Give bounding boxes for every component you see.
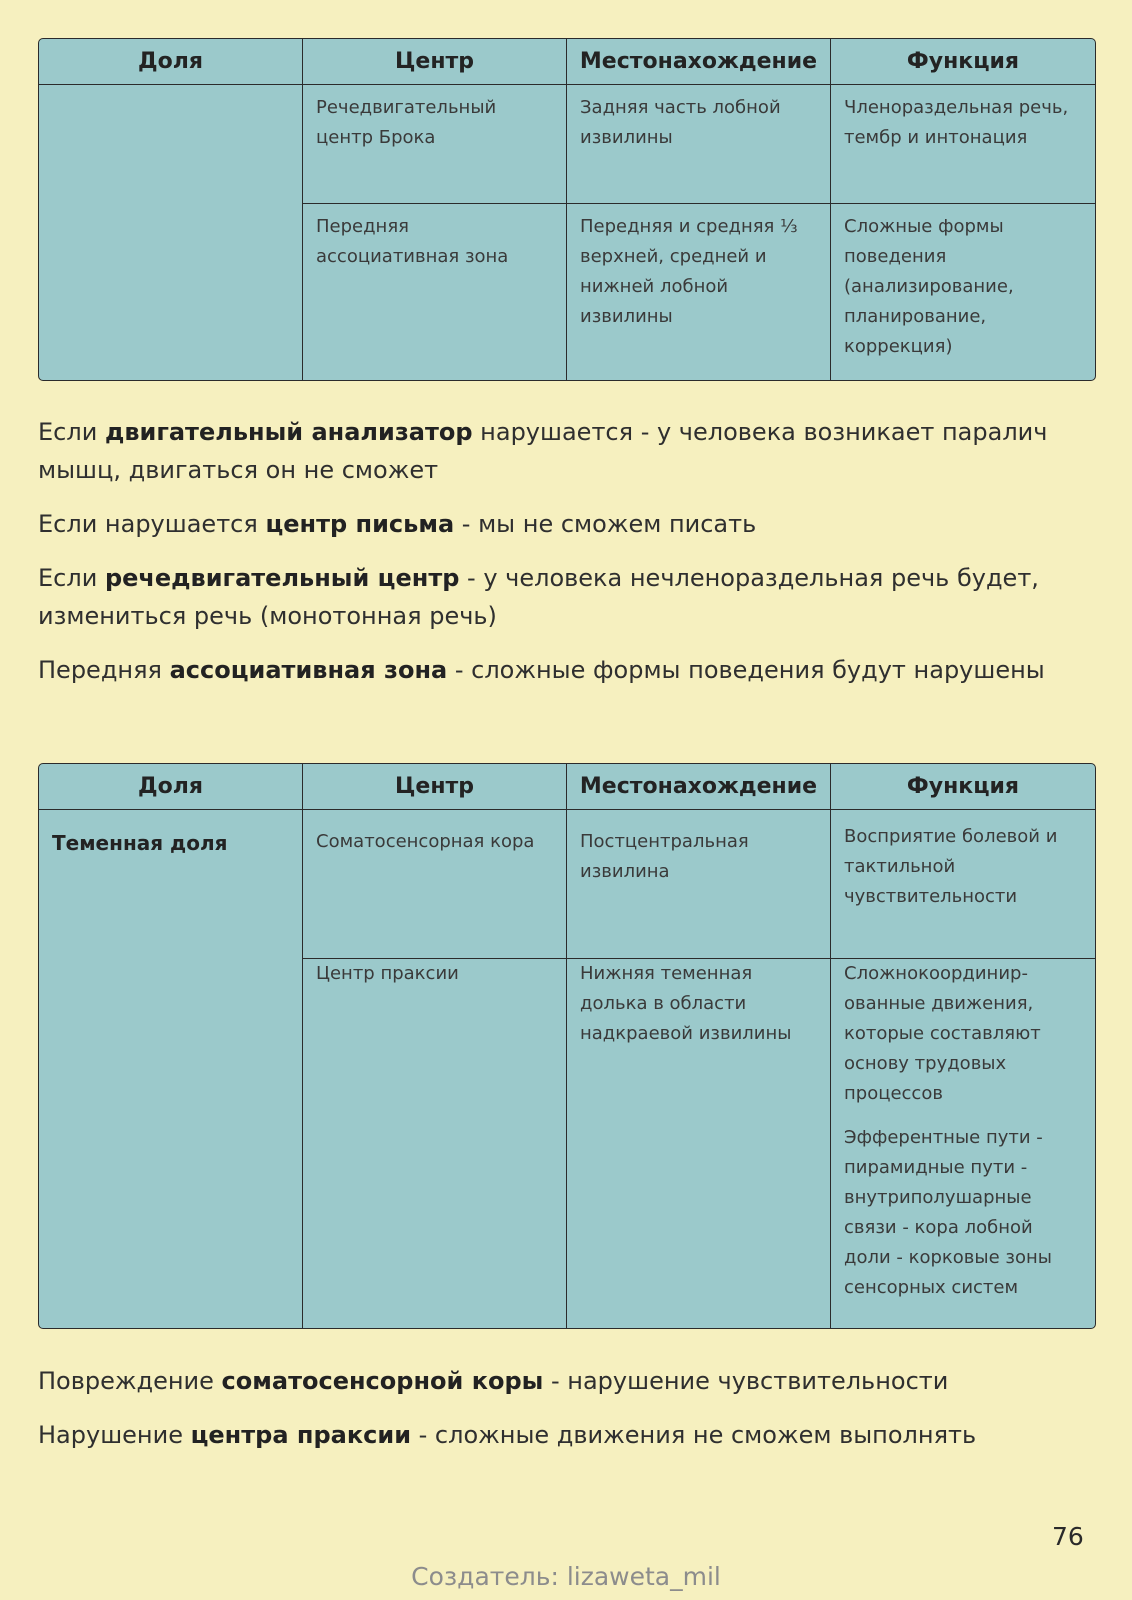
paragraph bbox=[38, 651, 1098, 689]
header-function: Функция bbox=[831, 39, 1095, 85]
text: - сложные формы поведения будут нарушены bbox=[447, 656, 1045, 684]
header-location: Местонахождение bbox=[567, 764, 831, 810]
text: Если bbox=[38, 418, 105, 446]
text: Нарушение bbox=[38, 1421, 191, 1449]
header-location: Местонахождение bbox=[567, 39, 831, 85]
center-text: Центр праксии bbox=[316, 963, 459, 984]
page-number: 76 bbox=[1052, 1522, 1084, 1551]
center-cell: Передняя ассоциативная зона bbox=[303, 203, 567, 380]
frontal-lobe-table bbox=[38, 38, 1096, 381]
bold-term: центра праксии bbox=[190, 1421, 412, 1449]
function-cell: Восприятие болевой и тактильной чувствительности bbox=[844, 826, 1058, 907]
lobe-cell bbox=[39, 85, 303, 380]
header-center: Центр bbox=[303, 764, 567, 810]
bold-term: центр письма bbox=[265, 510, 455, 538]
bold-term: ассоциативная зона bbox=[169, 656, 448, 684]
function-text-2: Эфферентные пути - пирамидные пути - внутриполушарные связи - кора лобной доли - корковые зоны сенсорных систем bbox=[844, 1127, 1052, 1298]
function-cell: Членораздельная речь, тембр и интонация bbox=[844, 97, 1069, 148]
location-cell: Передняя и средняя ⅓ верхней, средней и нижней лобной извилины bbox=[567, 203, 831, 380]
location-cell: Задняя часть лобной извилины bbox=[567, 85, 831, 203]
center-cell bbox=[303, 958, 567, 1328]
location-cell: Постцентральная извилина bbox=[567, 810, 831, 958]
creator-credit: Создатель: lizaweta_mil bbox=[411, 1562, 721, 1591]
text: - нарушение чувствительности bbox=[543, 1367, 949, 1395]
function-cell bbox=[831, 958, 1095, 1328]
table-header-row bbox=[39, 39, 1095, 85]
header-function: Функция bbox=[831, 764, 1095, 810]
center-cell: Речедвигательный центр Брока bbox=[303, 85, 567, 203]
paragraph bbox=[38, 413, 1098, 489]
text: - мы не сможем писать bbox=[454, 510, 757, 538]
bold-term: речедвигательный центр bbox=[104, 564, 460, 592]
center-cell: Соматосенсорная кора bbox=[303, 810, 567, 958]
function-text: Сложнокоординир-ованные движения, которые составляют основу трудовых процессов bbox=[844, 963, 1041, 1104]
text: - у человека нечленораздельная речь будет, измениться речь (монотонная речь) bbox=[38, 564, 1039, 630]
text: Передняя bbox=[38, 656, 170, 684]
text: Повреждение bbox=[38, 1367, 222, 1395]
table-header-row bbox=[39, 764, 1095, 810]
lobe-cell: Теменная доля bbox=[39, 810, 303, 1328]
paragraph bbox=[38, 559, 1098, 635]
text: - сложные движения не сможем выполнять bbox=[411, 1421, 977, 1449]
header-lobe: Доля bbox=[39, 39, 303, 85]
text: нарушается - у человека возникает паралич мышц, двигаться он не сможет bbox=[38, 418, 1048, 484]
bold-term: двигательный анализатор bbox=[104, 418, 473, 446]
paragraph bbox=[38, 1362, 1098, 1400]
paragraph bbox=[38, 505, 1098, 543]
header-lobe: Доля bbox=[39, 764, 303, 810]
bold-term: соматосенсорной коры bbox=[221, 1367, 544, 1395]
table-row bbox=[39, 85, 1095, 203]
table-row bbox=[39, 810, 1095, 958]
parietal-lobe-table bbox=[38, 763, 1096, 1329]
header-center: Центр bbox=[303, 39, 567, 85]
text: Если нарушается bbox=[38, 510, 266, 538]
text: Если bbox=[38, 564, 105, 592]
function-cell: Сложные формы поведения (анализирование, планирование, коррекция) bbox=[831, 203, 1095, 380]
location-cell: Нижняя теменная долька в области надкраевой извилины bbox=[567, 958, 831, 1328]
paragraph bbox=[38, 1416, 1098, 1454]
